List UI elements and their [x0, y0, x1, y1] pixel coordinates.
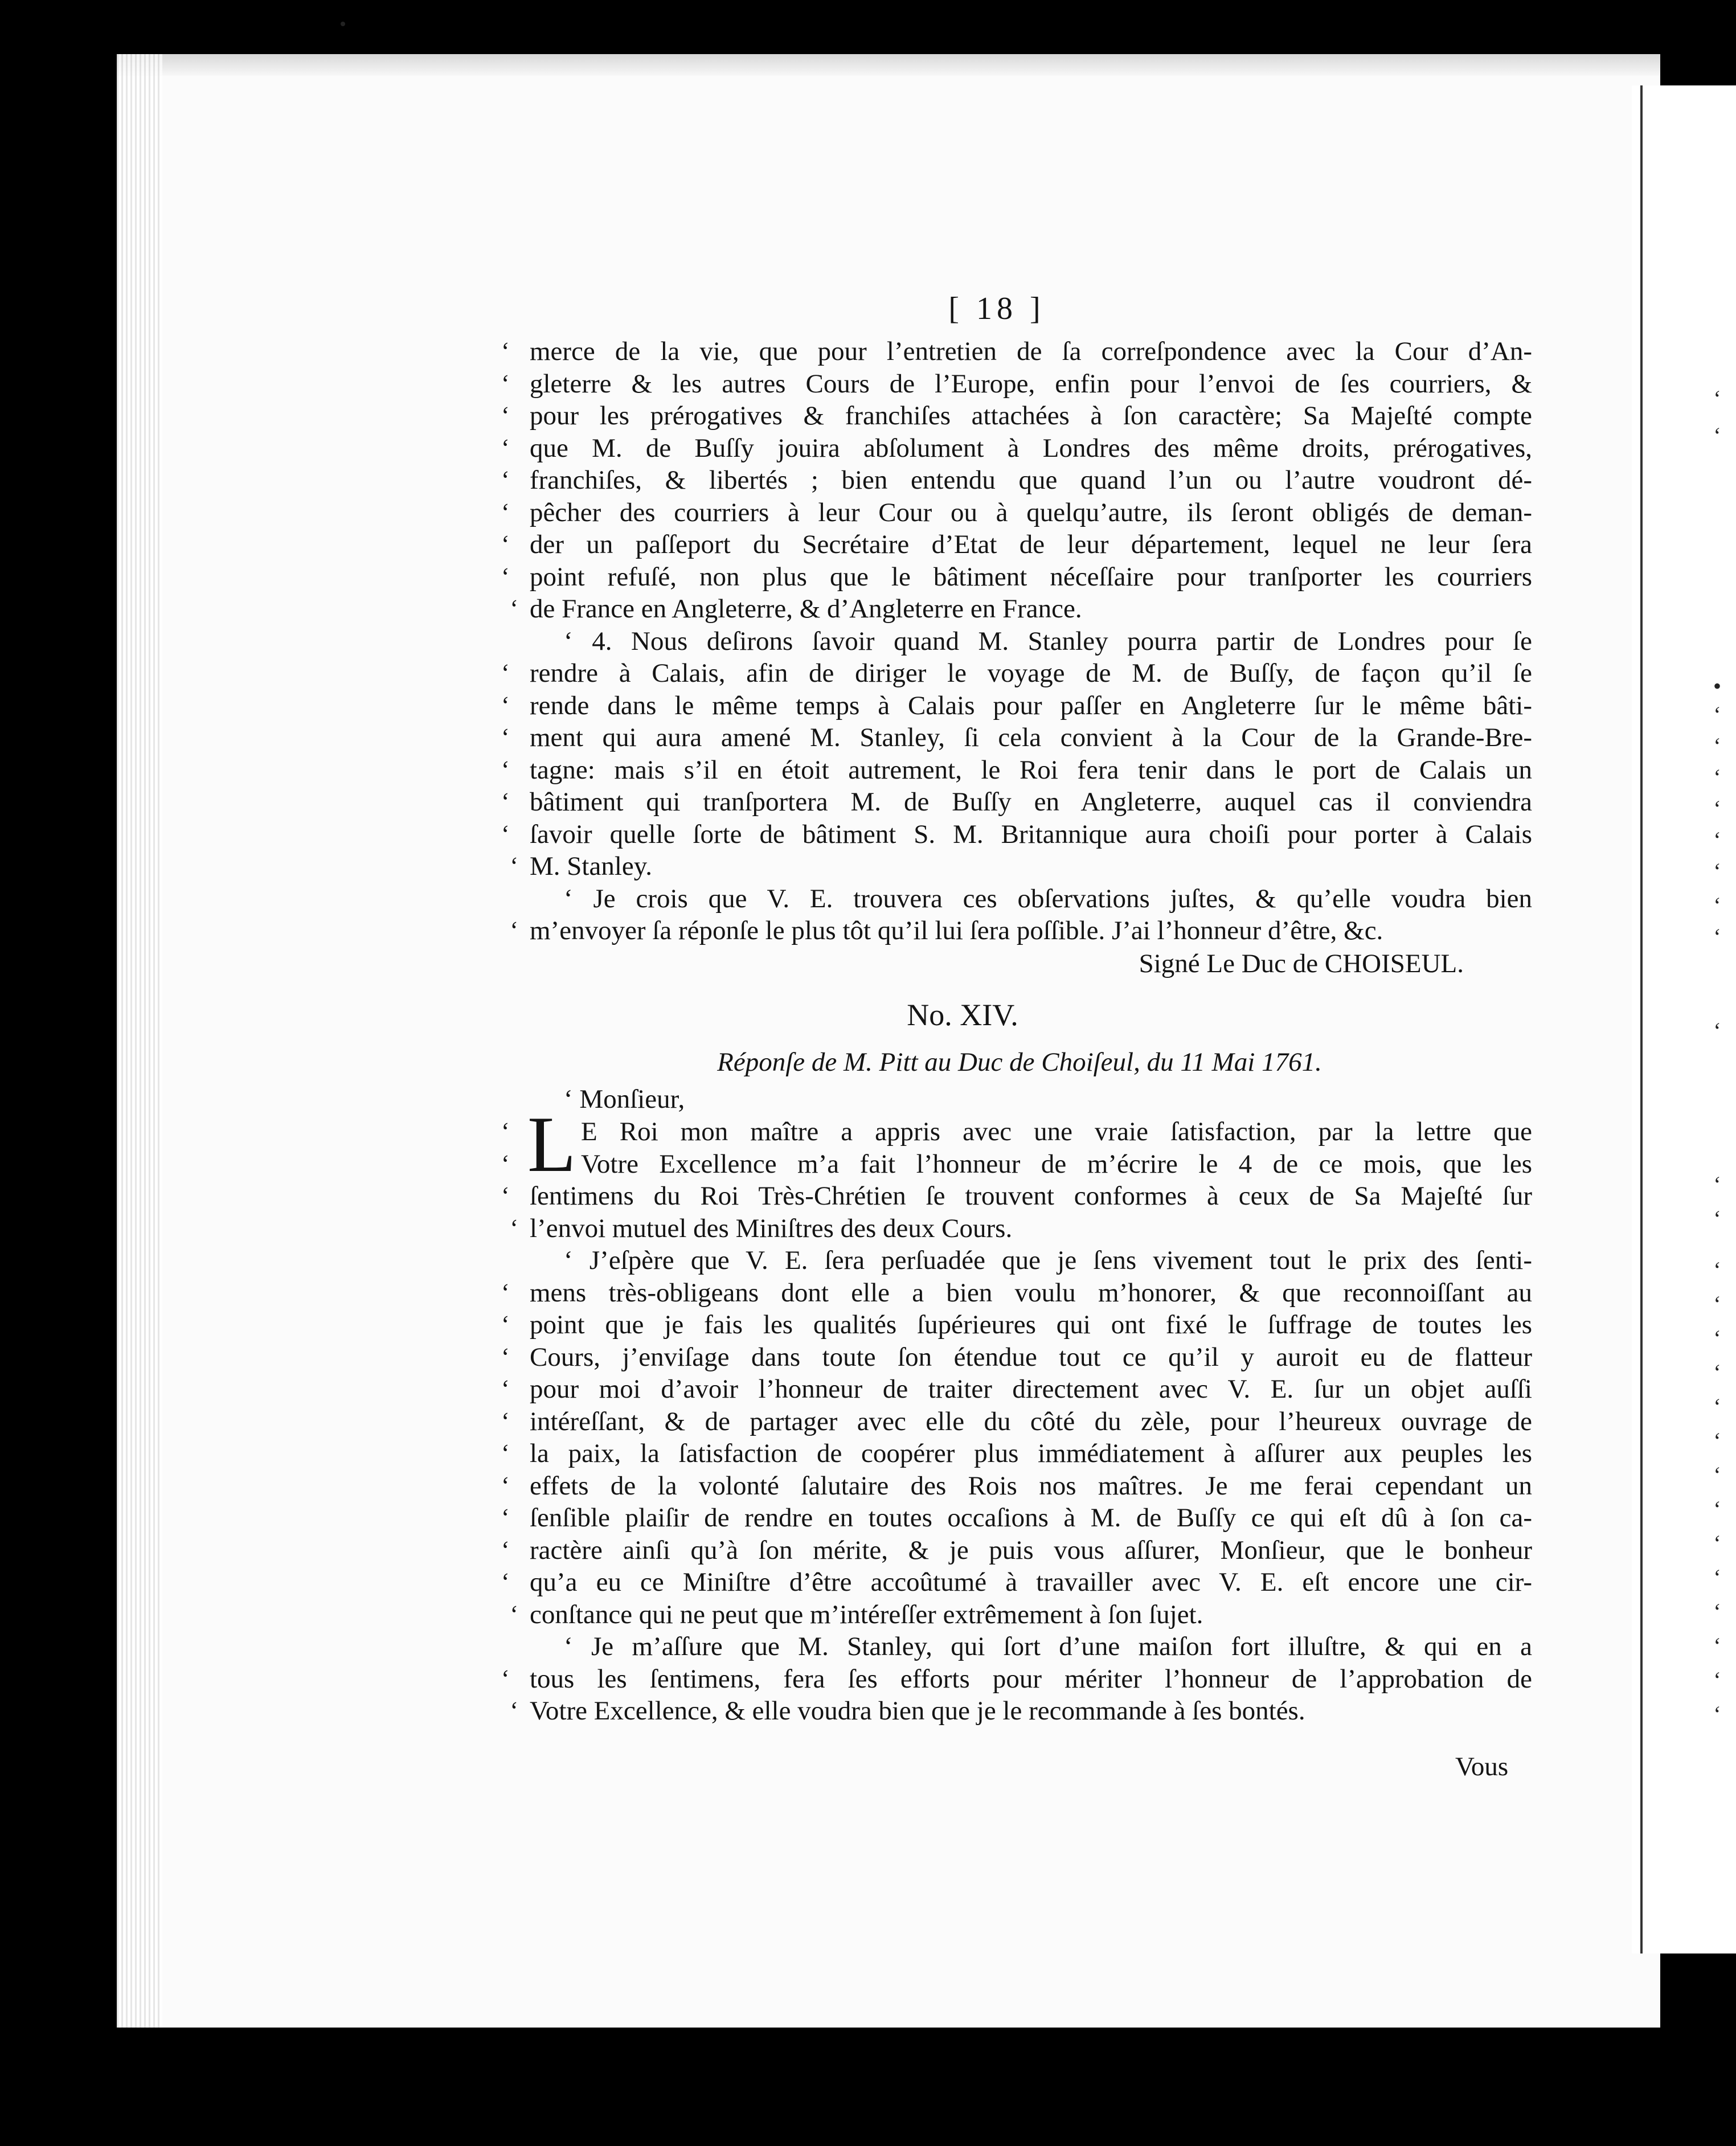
text-line: [501, 400, 1532, 431]
margin-mark: ‘: [1713, 1428, 1721, 1453]
text-line: [501, 755, 1532, 785]
section-number: No. XIV.: [907, 998, 1018, 1032]
line-text: Votre Excellence m’a fait l’honneur de m’écrire le 4 de ce mois, que les: [581, 1149, 1532, 1179]
text-line: [501, 1406, 1532, 1437]
text-line: [530, 626, 1532, 657]
quote-mark: ‘: [501, 1439, 510, 1467]
text-line: [501, 1438, 1532, 1469]
quote-mark: ‘: [501, 1664, 510, 1693]
quote-mark: ‘: [501, 659, 510, 687]
line-text: ractère ainſi qu’à ſon mérite, & je puis vous aſſurer, Monſieur, que le bonheur: [530, 1535, 1532, 1565]
quote-mark: ‘: [501, 1568, 510, 1596]
text-line: [501, 1149, 1532, 1180]
margin-mark: ‘: [1713, 1701, 1721, 1727]
line-text: conſtance qui ne peut que m’intéreſſer extrêmement à ſon ſujet.: [530, 1599, 1203, 1629]
line-text: point que je fais les qualités ſupérieures qui ont fixé le ſuffrage de toutes les: [530, 1310, 1532, 1340]
line-text: la paix, la ſatisfaction de coopérer plus immédiatement à aſſurer aux peuples les: [530, 1439, 1532, 1468]
quote-mark: ‘: [501, 788, 510, 816]
salutation: ‘ Monſieur,: [564, 1084, 685, 1114]
quote-mark: ‘: [501, 723, 510, 751]
margin-mark: ‘: [1713, 1359, 1721, 1385]
text-line: [501, 497, 1532, 528]
margin-mark: ‘: [1713, 1565, 1721, 1590]
line-text: effets de la volonté ſalutaire des Rois nos maîtres. Je me ferai cependant un: [530, 1471, 1532, 1501]
margin-mark: ‘: [1713, 892, 1721, 918]
quote-mark: ‘: [510, 595, 518, 622]
line-text: ‘ Je crois que V. E. trouvera ces obſervations juſtes, & qu’elle voudra bien: [564, 883, 1532, 914]
quote-mark: ‘: [501, 369, 510, 398]
line-text: franchiſes, & libertés ; bien entendu que quand l’un ou l’autre voudront dé-: [530, 465, 1532, 495]
line-text: mens très-obligeans dont elle a bien voulu m’honorer, & que reconnoiſſant au: [530, 1277, 1532, 1308]
line-text: rendre à Calais, afin de diriger le voyage de M. de Buſſy, de façon qu’il ſe: [530, 658, 1532, 688]
text-line: [530, 1631, 1532, 1662]
text-line: [501, 433, 1532, 464]
line-text: point refuſé, non plus que le bâtiment néceſſaire pour tranſporter les courriers: [530, 562, 1532, 592]
signature: Signé Le Duc de CHOISEUL.: [1139, 949, 1464, 978]
quote-mark: ‘: [510, 916, 518, 944]
margin-mark: ‘: [1713, 764, 1721, 790]
text-line: [501, 722, 1532, 753]
catchword: Vous: [1455, 1752, 1509, 1781]
text-line: [501, 1116, 1532, 1147]
page-gutter-edge: [117, 54, 162, 2028]
quote-mark: ‘: [501, 433, 510, 462]
text-line: [501, 1374, 1532, 1404]
line-text: Cours, j’enviſage dans toute ſon étendue tout ce qu’il y auroit eu de flatteur: [530, 1342, 1532, 1372]
line-text: pêcher des courriers à leur Cour ou à quelqu’autre, ils ſeront obligés de deman-: [530, 497, 1532, 527]
quote-mark: ‘: [501, 1471, 510, 1500]
margin-mark: ‘: [1713, 423, 1721, 448]
quote-mark: ‘: [501, 1310, 510, 1338]
text-line: [501, 690, 1532, 721]
text-line: [501, 819, 1532, 850]
line-text: tous les ſentimens, fera ſes efforts pour mériter l’honneur de l’approbation de: [530, 1664, 1532, 1694]
line-text: que M. de Buſſy jouira abſolument à Londres des même droits, prérogatives,: [530, 433, 1532, 463]
quote-mark: ‘: [501, 1342, 510, 1371]
page-top-edge: [117, 54, 1660, 76]
text-line: [501, 562, 1532, 592]
quote-mark: ‘: [501, 466, 510, 494]
quote-mark: ‘: [501, 1375, 510, 1403]
line-text: bâtiment qui tranſportera M. de Buſſy en Angleterre, auquel cas il conviendra: [530, 787, 1532, 817]
quote-mark: ‘: [501, 1535, 510, 1564]
quote-mark: ‘: [501, 820, 510, 848]
quote-mark: ‘: [510, 1697, 518, 1725]
scan-speck: [341, 22, 345, 26]
line-text: ‘ 4. Nous deſirons ſavoir quand M. Stanley pourra partir de Londres pour ſe: [564, 626, 1532, 656]
text-line: [501, 465, 1532, 495]
text-line: [530, 883, 1532, 914]
margin-mark: ‘: [1713, 733, 1721, 759]
quote-mark: ‘: [501, 337, 510, 365]
quote-mark: ‘: [501, 1182, 510, 1210]
margin-mark: ‘: [1713, 1291, 1721, 1317]
margin-mark: ‘: [1713, 827, 1721, 853]
line-text: Votre Excellence, & elle voudra bien que je le recommande à ſes bontés.: [530, 1696, 1305, 1726]
quote-mark: ‘: [501, 1278, 510, 1307]
margin-mark: ‘: [1713, 1394, 1721, 1419]
margin-mark: ‘: [1713, 924, 1721, 949]
line-text: rende dans le même temps à Calais pour paſſer en Angleterre ſur le même bâti-: [530, 690, 1532, 720]
line-text: M. Stanley.: [530, 851, 652, 881]
quote-mark: ‘: [501, 498, 510, 526]
drop-cap: L: [527, 1100, 576, 1189]
quote-mark: ‘: [501, 530, 510, 558]
line-text: de France en Angleterre, & d’Angleterre en France.: [530, 594, 1082, 624]
page-fold-line: [1640, 85, 1643, 1953]
text-line: [501, 1181, 1532, 1211]
margin-mark: ‘: [1713, 1667, 1721, 1693]
line-text: ſentimens du Roi Très-Chrétien ſe trouvent conformes à ceux de Sa Majeſté ſur: [530, 1181, 1532, 1211]
text-line: [510, 1599, 1532, 1630]
quote-mark: ‘: [510, 1214, 518, 1242]
text-line: [510, 1213, 1532, 1244]
line-text: m’envoyer ſa réponſe le plus tôt qu’il lui ſera poſſible. J’ai l’honneur d’être, &c.: [530, 916, 1383, 945]
quote-mark: ‘: [501, 1117, 510, 1145]
quote-mark: ‘: [501, 562, 510, 591]
margin-mark: ‘: [1713, 1325, 1721, 1351]
text-line: [530, 1245, 1532, 1276]
line-text: intéreſſant, & de partager avec elle du côté du zèle, pour l’heureux ouvrage de: [530, 1406, 1532, 1436]
text-line: [501, 787, 1532, 817]
quote-mark: ‘: [501, 1407, 510, 1435]
line-text: merce de la vie, que pour l’entretien de ſa correſpondence avec la Cour d’An-: [530, 337, 1532, 366]
quote-mark: ‘: [501, 1504, 510, 1531]
text-line: [501, 336, 1532, 367]
line-text: E Roi mon maître a appris avec une vraie ſatisfaction, par la lettre que: [581, 1117, 1532, 1146]
margin-mark: ‘: [1713, 1257, 1721, 1283]
margin-mark: ‘: [1713, 1496, 1721, 1522]
line-text: ‘ Je m’aſſure que M. Stanley, qui ſort d’une maiſon fort illuſtre, & qui en a: [564, 1632, 1532, 1661]
text-line: [501, 1502, 1532, 1533]
margin-mark: ‘: [1713, 1462, 1721, 1488]
page-number: [ 18 ]: [948, 291, 1045, 326]
quote-mark: ‘: [501, 1149, 510, 1178]
margin-mark: ‘: [1713, 1206, 1721, 1231]
margin-mark: ‘: [1713, 1599, 1721, 1624]
line-text: pour les prérogatives & franchiſes attachées à ſon caractère; Sa Majeſté compte: [530, 401, 1532, 431]
margin-mark: ‘: [1713, 1018, 1721, 1043]
margin-mark: •: [1713, 673, 1721, 699]
margin-mark: ‘: [1713, 386, 1721, 411]
text-line: [501, 1342, 1532, 1373]
text-line: [510, 593, 1532, 624]
text-line: [510, 851, 1532, 882]
text-line: [501, 1567, 1532, 1598]
quote-mark: ‘: [510, 852, 518, 880]
margin-mark: ‘: [1713, 1633, 1721, 1658]
line-text: ‘ J’eſpère que V. E. ſera perſuadée que je ſens vivement tout le prix des ſenti-: [564, 1246, 1532, 1275]
margin-mark: ‘: [1713, 1172, 1721, 1197]
quote-mark: ‘: [501, 691, 510, 719]
text-line: [501, 1309, 1532, 1340]
quote-mark: ‘: [501, 755, 510, 784]
line-text: gleterre & les autres Cours de l’Europe, enfin pour l’envoi de ſes courriers, &: [530, 368, 1532, 399]
section-title: Réponſe de M. Pitt au Duc de Choiſeul, du 11 Mai 1761.: [717, 1047, 1322, 1077]
margin-mark: ‘: [1713, 858, 1721, 884]
line-text: l’envoi mutuel des Miniſtres des deux Cours.: [530, 1213, 1013, 1243]
line-text: qu’a eu ce Miniſtre d’être accoûtumé à travailler avec V. E. eſt encore une cir-: [530, 1567, 1532, 1597]
text-line: [501, 529, 1532, 560]
text-line: [501, 368, 1532, 399]
line-text: ſenſible plaiſir de rendre en toutes occaſions à M. de Buſſy ce qui eſt dû à ſon ca-: [530, 1503, 1532, 1533]
margin-mark: ‘: [1713, 1530, 1721, 1556]
line-text: tagne: mais s’il en étoit autrement, le Roi fera tenir dans le port de Calais un: [530, 755, 1532, 785]
text-line: [501, 658, 1532, 689]
line-text: ſavoir quelle ſorte de bâtiment S. M. Britannique aura choiſi pour porter à Calais: [530, 819, 1532, 849]
text-line: [501, 1471, 1532, 1501]
line-text: pour moi d’avoir l’honneur de traiter directement avec V. E. ſur un objet auſſi: [530, 1374, 1532, 1404]
text-line: [510, 915, 1532, 946]
text-line: [501, 1535, 1532, 1566]
text-line: [501, 1277, 1532, 1308]
margin-mark: ‘: [1713, 702, 1721, 727]
text-line: [501, 1664, 1532, 1694]
quote-mark: ‘: [510, 1600, 518, 1628]
text-line: [510, 1695, 1532, 1726]
margin-mark: ‘: [1713, 796, 1721, 821]
quote-mark: ‘: [501, 402, 510, 429]
line-text: ment qui aura amené M. Stanley, ſi cela convient à la Cour de la Grande-Bre-: [530, 723, 1532, 752]
line-text: der un paſſeport du Secrétaire d’Etat de leur département, lequel ne leur ſera: [530, 530, 1532, 559]
